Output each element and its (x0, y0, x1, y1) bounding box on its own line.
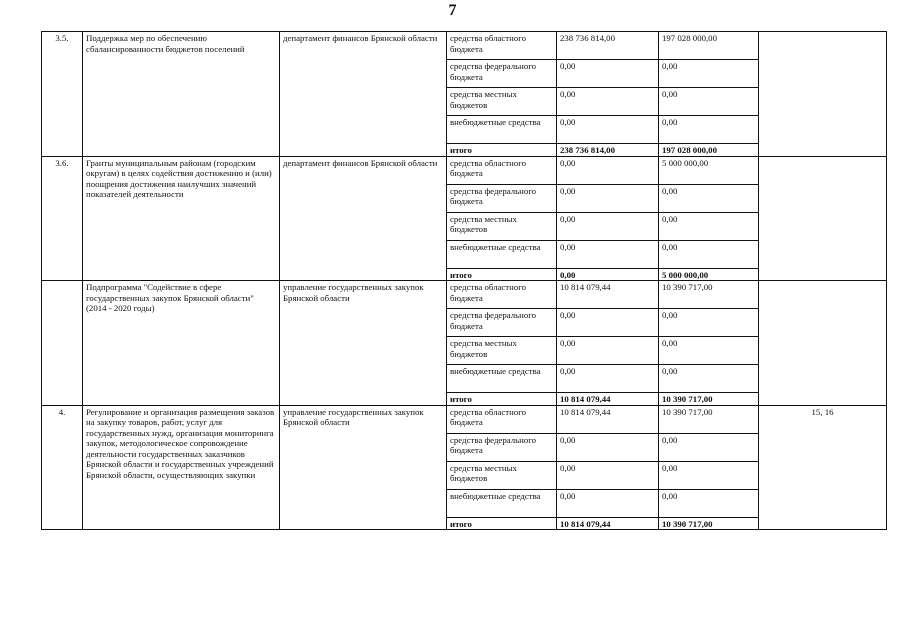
amount-year-2: 0,00 (659, 88, 759, 116)
amount-year-1: 10 814 079,44 (557, 281, 659, 309)
amount-year-2: 0,00 (659, 184, 759, 212)
amount-year-2: 0,00 (659, 212, 759, 240)
funding-source: средства местных бюджетов (447, 212, 557, 240)
item-number: 3.6. (42, 156, 83, 281)
amount-year-2: 0,00 (659, 461, 759, 489)
budget-table (41, 31, 887, 530)
amount-year-1: 10 814 079,44 (557, 393, 659, 406)
amount-year-1: 0,00 (557, 365, 659, 393)
funding-source: средства областного бюджета (447, 156, 557, 184)
amount-year-2: 10 390 717,00 (659, 281, 759, 309)
amount-year-2: 0,00 (659, 489, 759, 517)
executor: департамент финансов Брянской области (280, 32, 447, 157)
amount-year-2: 10 390 717,00 (659, 517, 759, 530)
funding-source: средства местных бюджетов (447, 88, 557, 116)
amount-year-2: 5 000 000,00 (659, 268, 759, 281)
funding-source: внебюджетные средства (447, 365, 557, 393)
amount-year-2: 197 028 000,00 (659, 32, 759, 60)
table-row (42, 405, 887, 433)
funding-source: средства местных бюджетов (447, 461, 557, 489)
amount-year-1: 0,00 (557, 60, 659, 88)
amount-year-2: 0,00 (659, 309, 759, 337)
measure-name: Регулирование и организация размещения заказов на закупку товаров, работ, услуг для государственных нужд, организация мониторинга закупок, методологическое сопровождение деятельности государственных заказчиков Брянской области и государственных учреждений Брянской области, осуществляющих закупки (83, 405, 280, 530)
indicator-ref (759, 32, 887, 157)
funding-source: средства областного бюджета (447, 405, 557, 433)
amount-year-1: 238 736 814,00 (557, 32, 659, 60)
funding-source: средства федерального бюджета (447, 433, 557, 461)
amount-year-2: 0,00 (659, 60, 759, 88)
amount-year-1: 0,00 (557, 268, 659, 281)
executor: департамент финансов Брянской области (280, 156, 447, 281)
executor: управление государственных закупок Брянской области (280, 405, 447, 530)
table-row (42, 281, 887, 309)
funding-source: итого (447, 268, 557, 281)
amount-year-2: 0,00 (659, 433, 759, 461)
indicator-ref: 15, 16 (759, 405, 887, 530)
funding-source: средства федерального бюджета (447, 309, 557, 337)
amount-year-1: 0,00 (557, 212, 659, 240)
item-number (42, 281, 83, 406)
funding-source: средства местных бюджетов (447, 337, 557, 365)
page-number: 7 (448, 2, 457, 19)
amount-year-1: 0,00 (557, 489, 659, 517)
item-number: 4. (42, 405, 83, 530)
amount-year-1: 0,00 (557, 461, 659, 489)
item-number: 3.5. (42, 32, 83, 157)
amount-year-1: 0,00 (557, 309, 659, 337)
amount-year-1: 0,00 (557, 116, 659, 144)
measure-name: Поддержка мер по обеспечению сбалансированности бюджетов поселений (83, 32, 280, 157)
amount-year-2: 0,00 (659, 116, 759, 144)
amount-year-1: 10 814 079,44 (557, 517, 659, 530)
measure-name: Гранты муниципальным районам (городским округам) в целях содействия достижению и (или) поощрения достижения наилучших значений показателей деятельности (83, 156, 280, 281)
indicator-ref (759, 156, 887, 281)
amount-year-1: 0,00 (557, 240, 659, 268)
amount-year-2: 5 000 000,00 (659, 156, 759, 184)
amount-year-1: 10 814 079,44 (557, 405, 659, 433)
funding-source: средства областного бюджета (447, 32, 557, 60)
amount-year-1: 0,00 (557, 337, 659, 365)
measure-name: Подпрограмма "Содействие в сфере государственных закупок Брянской области" (2014 - 2020 годы) (83, 281, 280, 406)
amount-year-1: 0,00 (557, 88, 659, 116)
amount-year-2: 10 390 717,00 (659, 393, 759, 406)
funding-source: итого (447, 393, 557, 406)
amount-year-2: 0,00 (659, 337, 759, 365)
indicator-ref (759, 281, 887, 406)
funding-source: средства федерального бюджета (447, 184, 557, 212)
funding-source: средства федерального бюджета (447, 60, 557, 88)
funding-source: итого (447, 517, 557, 530)
table-row (42, 156, 887, 184)
amount-year-2: 10 390 717,00 (659, 405, 759, 433)
funding-source: внебюджетные средства (447, 240, 557, 268)
funding-source: внебюджетные средства (447, 116, 557, 144)
funding-source: итого (447, 144, 557, 157)
funding-source: средства областного бюджета (447, 281, 557, 309)
amount-year-1: 0,00 (557, 184, 659, 212)
amount-year-1: 0,00 (557, 156, 659, 184)
amount-year-2: 0,00 (659, 240, 759, 268)
amount-year-1: 238 736 814,00 (557, 144, 659, 157)
executor: управление государственных закупок Брянской области (280, 281, 447, 406)
table-row (42, 32, 887, 60)
amount-year-2: 0,00 (659, 365, 759, 393)
amount-year-2: 197 028 000,00 (659, 144, 759, 157)
amount-year-1: 0,00 (557, 433, 659, 461)
funding-source: внебюджетные средства (447, 489, 557, 517)
